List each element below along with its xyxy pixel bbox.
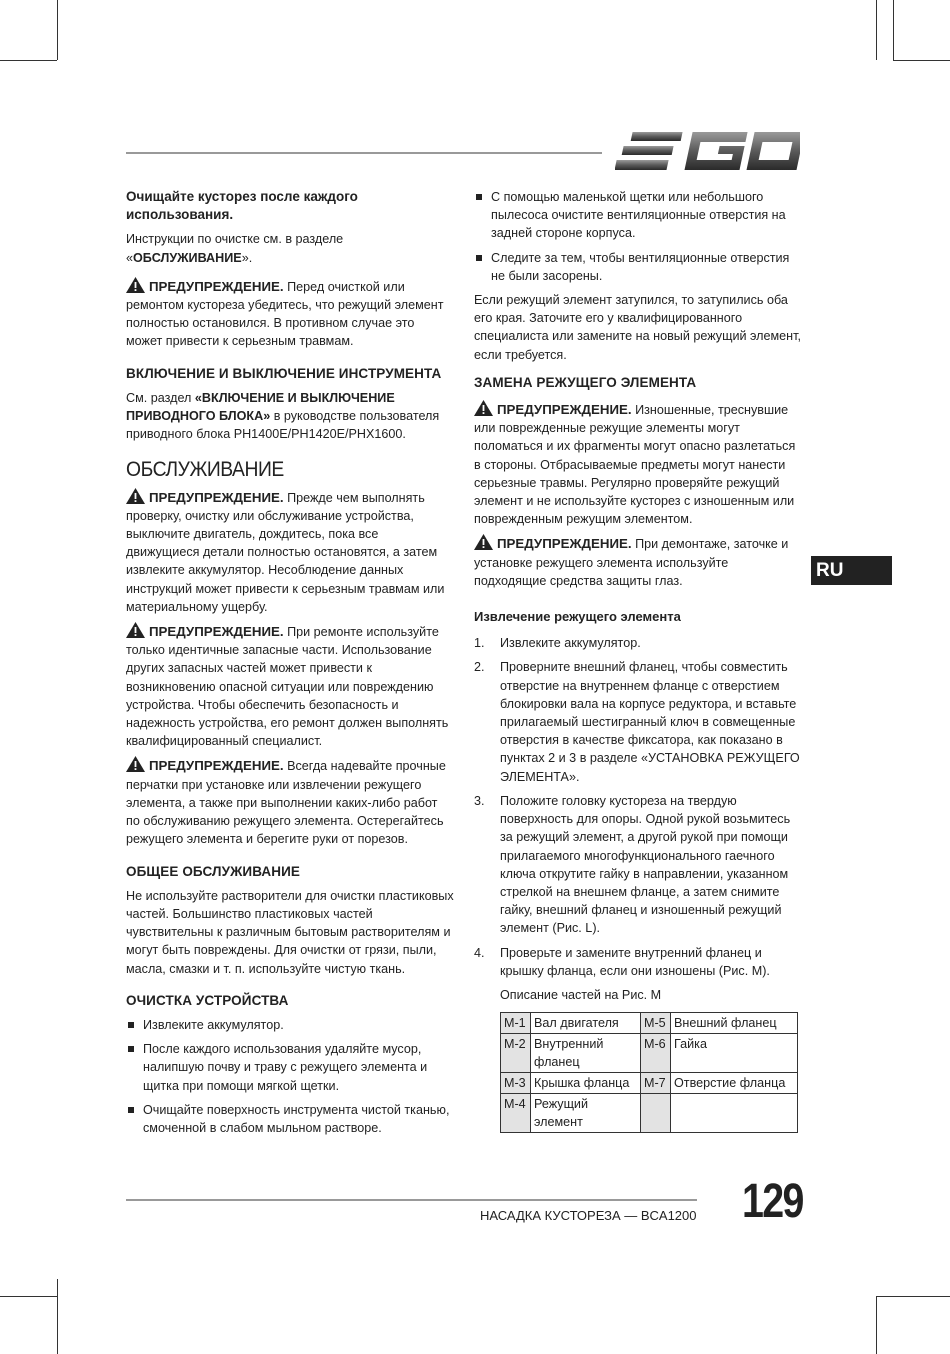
table-cell: M-7 [641, 1073, 671, 1094]
table-cell: Крышка фланца [531, 1073, 641, 1094]
crop-mark [893, 60, 950, 61]
warning-6: ПРЕДУПРЕЖДЕНИЕ. При демонтаже, заточке и установке режущего элемента используйте подходящие средства защиты глаз. [474, 536, 789, 588]
service-heading: ОБСЛУЖИВАНИЕ [126, 458, 284, 482]
cleaning-list [126, 1016, 454, 1137]
table-cell: M-3 [501, 1073, 531, 1094]
page-number: 129 [742, 1175, 803, 1228]
removal-heading: Извлечение режущего элемента [474, 609, 681, 625]
footer-title: НАСАДКА КУСТОРЕЗА — BCA1200 [480, 1208, 697, 1223]
warning-triangle-icon [474, 400, 493, 416]
bullet-square-icon [476, 194, 482, 200]
left-column [126, 188, 454, 1143]
onoff-heading: ВКЛЮЧЕНИЕ И ВЫКЛЮЧЕНИЕ ИНСТРУМЕНТА [126, 365, 442, 381]
cleaning-heading: ОЧИСТКА УСТРОЙСТВА [126, 992, 289, 1008]
warning-2: ПРЕДУПРЕЖДЕНИЕ. Прежде чем выполнять проверку, очистку или обслуживание устройства, выключите двигатель, дождитесь, пока все движущиеся детали полностью остановятся, а затем извлеките аккумулятор. Несоблюдение данных инструкций может привести к серьезным травмам или материальному ущербу. [126, 489, 445, 614]
warning-triangle-icon [126, 622, 145, 638]
table-row [501, 1034, 798, 1073]
ego-logo [615, 130, 800, 177]
bullet-square-icon [476, 255, 482, 261]
parts-caption: Описание частей на Рис. M [500, 987, 662, 1002]
table-cell: M-5 [641, 1013, 671, 1034]
crop-mark [0, 60, 57, 61]
warning-3: ПРЕДУПРЕЖДЕНИЕ. При ремонте используйте только идентичные запасные части. Использование других запасных частей может привести к возникновению опасной ситуации или повреждению устройства. Чтобы обеспечить безопасность и надежность устройства, его ремонт должен выполнять квалифицированный специалист. [126, 624, 449, 749]
list-item: 1. Извлеките аккумулятор. [474, 636, 641, 651]
right-column [474, 188, 802, 1133]
ego-logo-graphic [615, 130, 800, 172]
table-cell: Гайка [671, 1034, 798, 1073]
table-cell: Внешний фланец [671, 1013, 798, 1034]
bullet-square-icon [128, 1107, 134, 1113]
footer-rule [126, 1199, 697, 1201]
crop-mark [57, 1279, 58, 1354]
crop-mark [876, 1296, 877, 1354]
list-item: Очищайте поверхность инструмента чистой тканью, смоченной в слабом мыльном растворе. [126, 1101, 454, 1137]
warning-triangle-icon [126, 488, 145, 504]
warning-1: ПРЕДУПРЕЖДЕНИЕ. Перед очисткой или ремонтом кустореза убедитесь, что режущий элемент полностью остановился. В противном случае это может привести к серьезным травмам. [126, 278, 444, 349]
warning-triangle-icon [126, 277, 145, 293]
table-cell: Внутренний фланец [531, 1034, 641, 1073]
table-cell: M-4 [501, 1094, 531, 1133]
general-text: Не используйте растворители для очистки пластиковых частей. Большинство пластиковых частей чувствительны к различным бытовым растворителям и могут быть повреждены. Для очистки от грязи, пыли, масла, смазки и т. п. используйте чистую ткань. [126, 888, 454, 976]
warning-4: ПРЕДУПРЕЖДЕНИЕ. Всегда надевайте прочные перчатки при установке или извлечении режущего элемента, а также при выполнении каких-либо работ по обслуживанию режущего элемента. Остерегайтесь режущего элемента и берегите руки от порезов. [126, 758, 446, 847]
table-cell: Отверстие фланца [671, 1073, 798, 1094]
list-item: С помощью маленькой щетки или небольшого пылесоса очистите вентиляционные отверстия на задней стороне корпуса. [474, 188, 802, 243]
crop-mark [876, 0, 877, 60]
replace-heading: ЗАМЕНА РЕЖУЩЕГО ЭЛЕМЕНТА [474, 374, 697, 390]
crop-mark [0, 1296, 57, 1297]
vent-list [474, 188, 802, 285]
table-cell: Вал двигателя [531, 1013, 641, 1034]
table-cell: M-2 [501, 1034, 531, 1073]
list-item: Следите за тем, чтобы вентиляционные отверстия не были засорены. [474, 249, 802, 285]
bullet-square-icon [128, 1022, 134, 1028]
general-heading: ОБЩЕЕ ОБСЛУЖИВАНИЕ [126, 863, 301, 879]
onoff-text: См. раздел «ВКЛЮЧЕНИЕ И ВЫКЛЮЧЕНИЕ ПРИВОДНОГО БЛОКА» в руководстве пользователя приводного блока PH1400E/PH1420E/PHX1600. [126, 390, 440, 442]
clean-instructions: Инструкции по очистке см. в разделе «ОБСЛУЖИВАНИЕ». [126, 232, 344, 265]
table-cell [641, 1094, 671, 1133]
removal-steps [474, 634, 802, 980]
header-rule [126, 152, 602, 154]
table-cell: Режущий элемент [531, 1094, 641, 1133]
table-row [501, 1013, 798, 1034]
list-item: После каждого использования удаляйте мусор, налипшую почву и траву с режущего элемента и щитка при помощи мягкой щетки. [126, 1040, 454, 1095]
table-cell: M-6 [641, 1034, 671, 1073]
list-item: 4. Проверьте и замените внутренний фланец и крышку фланца, если они изношены (Рис. M). [474, 945, 770, 978]
dull-text: Если режущий элемент затупился, то затупились оба его края. Заточите его у квалифицированного специалиста или замените на новый режущий элемент, если требуется. [474, 293, 801, 362]
warning-5: ПРЕДУПРЕЖДЕНИЕ. Изношенные, треснувшие или поврежденные режущие элементы могут поломаться и их фрагменты могут опасно разлетаться в стороны. Отбрасываемые предметы могут нанести серьезные травмы. Регулярно проверяйте режущий элемент и не используйте кусторез с изношенным или поврежденным режущим элементом. [474, 402, 796, 527]
crop-mark [893, 0, 894, 60]
language-tab: RU [811, 556, 892, 585]
list-item: Извлеките аккумулятор. [126, 1016, 454, 1034]
table-row [501, 1073, 798, 1094]
table-cell: M-1 [501, 1013, 531, 1034]
warning-triangle-icon [474, 534, 493, 550]
crop-mark [57, 0, 58, 60]
list-item: 2. Проверните внешний фланец, чтобы совместить отверстие на внутреннем фланце с отверстием блокировки вала на корпусе редуктора, и вставьте прилагаемый шестигранный ключ в совмещенные отверстия в качестве фиксатора, как показано в пунктах 2 и 3 в разделе «УСТАНОВКА РЕЖУЩЕГО ЭЛЕМЕНТА». [474, 660, 800, 784]
clean-title: Очищайте кусторез после каждого использования. [126, 189, 358, 223]
warning-triangle-icon [126, 756, 145, 772]
bullet-square-icon [128, 1046, 134, 1052]
table-row [501, 1094, 798, 1133]
crop-mark [876, 1296, 950, 1297]
table-cell [671, 1094, 798, 1133]
list-item: 3. Положите головку кустореза на твердую поверхность для опоры. Одной рукой возьмитесь за режущий элемент, а другой рукой при помощи прилагаемого многофункционального гаечного ключа открутите гайку в направлении, указанном стрелкой на внешнем фланце, а затем снимите гайку, внешний фланец и изношенный режущий элемент (Рис. L). [474, 793, 791, 936]
parts-table [500, 1012, 798, 1133]
